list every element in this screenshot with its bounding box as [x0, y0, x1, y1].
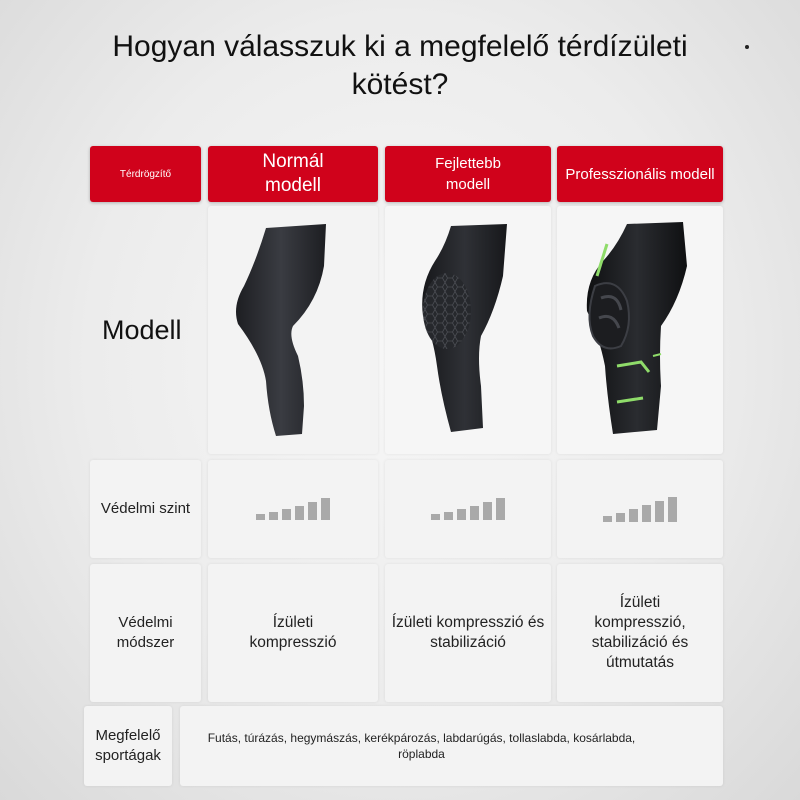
protection-level-label-cell	[90, 460, 201, 558]
header-normal-model-text: Normál modell	[262, 151, 324, 196]
header-row-label	[90, 146, 201, 202]
sports-value: Futás, túrázás, hegymászás, kerékpározás, labdarúgás, tollaslabda, kosárlabda, röplabda	[207, 731, 636, 761]
protection-level-label: Védelmi szint	[100, 500, 191, 517]
header-pro-model-text: Professzionális modell	[565, 165, 715, 183]
model-row-label	[90, 206, 201, 454]
protection-method-advanced: Ízületi kompresszió és stabilizáció	[391, 614, 545, 651]
decorative-dot	[745, 45, 749, 49]
protection-level-pro-cell	[557, 460, 723, 558]
protection-method-pro-cell	[557, 564, 723, 702]
knee-sleeve-normal-image	[208, 206, 378, 454]
sports-label: Megfelelő sportágak	[95, 727, 161, 764]
protection-method-normal-cell	[208, 564, 378, 702]
protection-method-pro: Ízületi kompresszió, stabilizáció és útmutatás	[591, 594, 689, 671]
page-title: Hogyan válasszuk ki a megfelelő térdízületi kötést?	[112, 30, 688, 101]
protection-level-normal-cell	[208, 460, 378, 558]
protection-method-label-cell	[90, 564, 201, 702]
protection-method-label: Védelmi módszer	[116, 614, 175, 651]
sports-value-cell	[180, 706, 723, 786]
knee-sleeve-pro-image	[557, 206, 723, 454]
advanced-model-image-cell	[385, 206, 551, 454]
normal-model-image-cell	[208, 206, 378, 454]
pro-model-image-cell	[557, 206, 723, 454]
protection-method-advanced-cell	[385, 564, 551, 702]
protection-level-bars-normal	[256, 498, 330, 520]
header-pro-model	[557, 146, 723, 202]
sports-label-cell	[84, 706, 172, 786]
header-advanced-model-text: Fejlettebb modell	[435, 155, 501, 193]
header-row-label-text: Térdrögzítő	[119, 168, 172, 180]
protection-level-bars-pro	[603, 497, 677, 522]
protection-method-normal: Ízületi kompresszió	[249, 614, 337, 651]
protection-level-bars-advanced	[431, 498, 505, 520]
knee-sleeve-padded-image	[385, 206, 551, 454]
header-normal-model	[208, 146, 378, 202]
model-row-label-text: Modell	[102, 314, 182, 345]
protection-level-advanced-cell	[385, 460, 551, 558]
header-advanced-model	[385, 146, 551, 202]
